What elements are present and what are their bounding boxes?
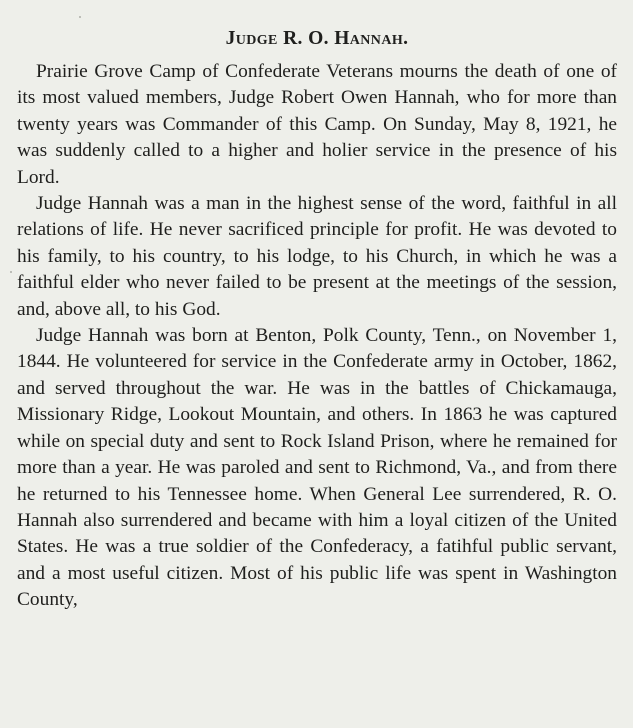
paragraph-obituary-intro: Prairie Grove Camp of Confederate Veterans mourns the death of one of its most valued members, Judge Robert Owen Hannah, who for more than twenty years was Commander of this Camp. On Sunday, May 8, 1921, he was suddenly called to a higher and holier service in the presence of his Lord.	[17, 61, 617, 188]
paragraph-character: Judge Hannah was a man in the highest sense of the word, faithful in all relations of life. He never sacrificed principle for profit. He was devoted to his family, to his country, to his lodge, to his Church, in which he was a faithful elder who never failed to be present at the meetings of the session, and, above all, to his God.	[17, 193, 617, 320]
paragraph-biography: Judge Hannah was born at Benton, Polk County, Tenn., on November 1, 1844. He volunteered for service in the Confederate army in October, 1862, and served throughout the war. He was in the battles of Chickamauga, Missionary Ridge, Lookout Mountain, and others. In 1863 he was captured while on special duty and sent to Rock Island Prison, where he remained for more than a year. He was paroled and sent to Richmond, Va., and from there he returned to his Tennessee home. When General Lee surrendered, R. O. Hannah also surrendered and became with him a loyal citizen of the United States. He was a true soldier of the Confederacy, a fatihful public servant, and a most useful citizen. Most of his public life was spent in Washington County,	[17, 325, 617, 611]
paper-speck	[79, 16, 81, 18]
article-title: Judge R. O. Hannah.	[225, 28, 409, 49]
paper-speck	[10, 271, 12, 273]
